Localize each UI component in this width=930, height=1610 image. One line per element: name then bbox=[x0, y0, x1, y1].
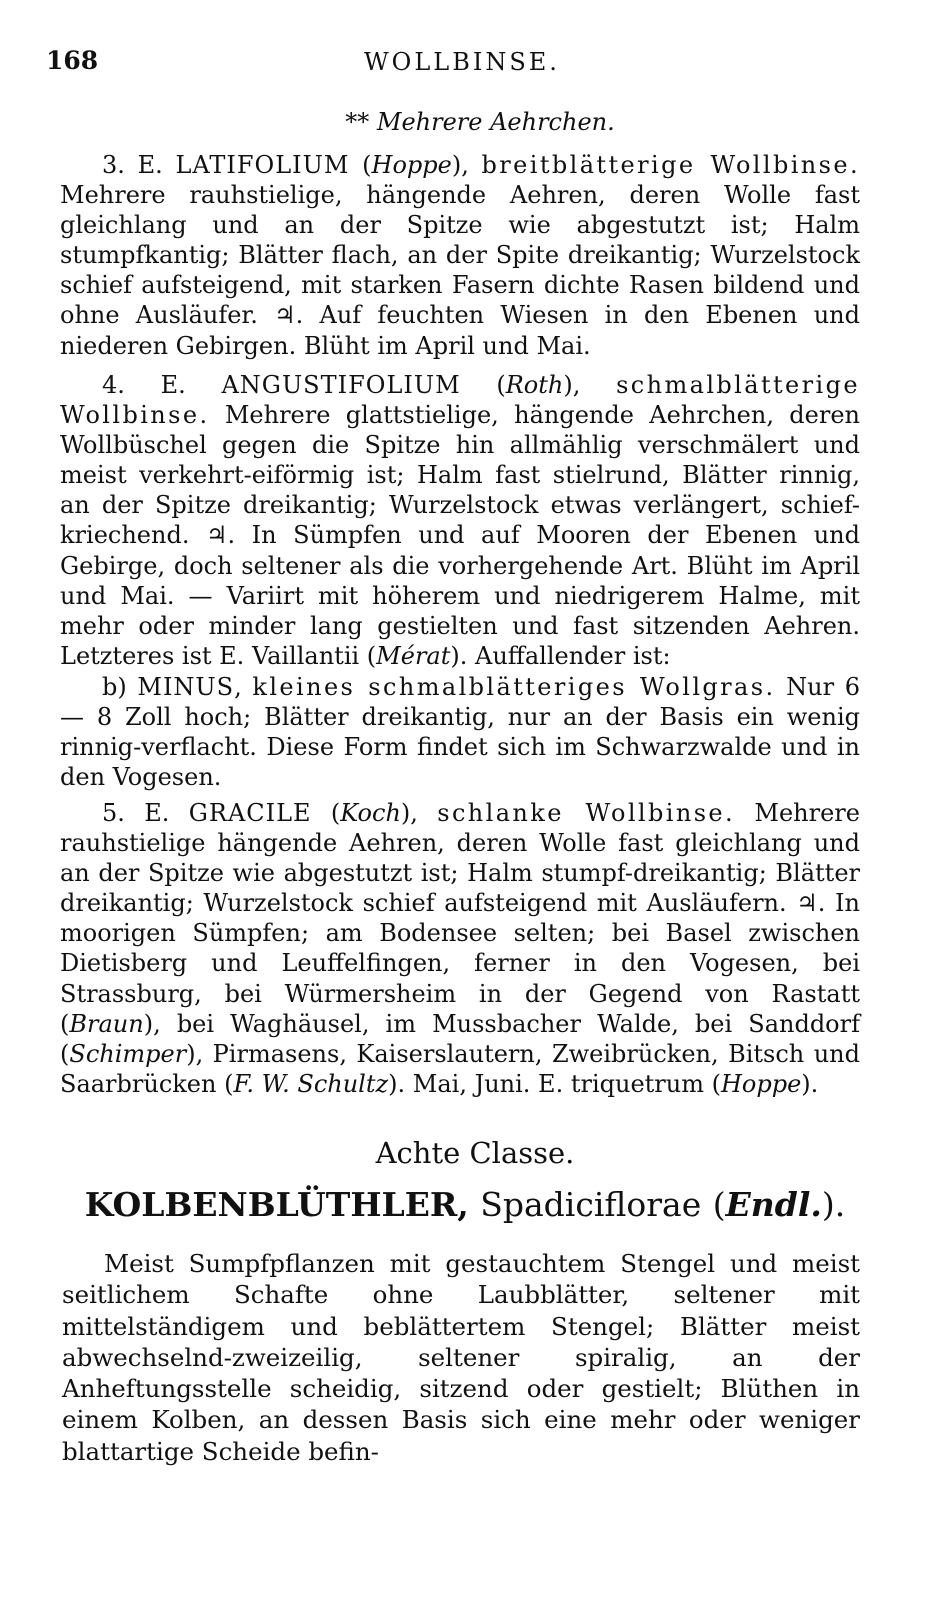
species-authority: Koch bbox=[340, 799, 401, 827]
species-description: Mehrere glattstielige, hängende Aehrchen, deren Wollbüschel gegen die Spitze hin allmählig verschmälert und meist verkehrt-eiförmig ist; Halm fast stielrund, Blätter rinnig, an der Spitze dreikantig; Wurzelstock etwas verlängert, schief-kriechend. ♃. In Sümpfen und auf Mooren der Ebenen und Gebirge, doch seltener als die vorhergehende Art. Blüht im April und Mai. — Variirt mit höherem und niedrigerem Halme, mit mehr oder minder lang gestielten und fast sitzenden Aehren. Letzteres ist E. Vaillantii bbox=[60, 401, 860, 670]
running-head bbox=[46, 46, 860, 80]
variety-epithet: MINUS bbox=[137, 673, 235, 701]
common-name: schmalblätterige Wollbinse. bbox=[60, 371, 860, 430]
collector-reference: Schimper bbox=[69, 1039, 187, 1068]
class-heading: Achte Classe. bbox=[375, 1136, 575, 1170]
class-description-text: Meist Sumpfpflanzen mit gestauchtem Stengel und meist seitlichem Schafte ohne Laubblätter, seltener mit mittelständigem und beblättertem Stengel; Blätter meist abwechselnd-zweizeilig, seltener spiralig, an der Anheftungsstelle scheidig, sitzend oder gestielt; Blüthen in einem Kolben, an dessen Basis sich eine mehr oder weniger blattartige Scheide befin- bbox=[62, 1249, 860, 1466]
common-name: kleines schmalblätteriges Wollgras. bbox=[252, 673, 776, 701]
order-heading: KOLBENBLÜTHLER, Spadiciflorae (Endl.). bbox=[84, 1185, 846, 1224]
species-entry-gracile: 5. E. GRACILE (Koch), schlanke Wollbinse. Mehrere rauhstielige hängende Aehren, deren Wolle fast gleichlang und an der Spitze wie abgestutzt ist; Halm stumpf-dreikantig; Blätter dreikantig; Wurzelstock schief aufsteigend mit Ausläufern. ♃. In moorigen Sümpfen; am Bodensee selten; bei Basel zwischen Dietisberg und Leuffelfingen, ferner in den Vogesen, bei Strassburg, bei Würmersheim in der Gegend von Rastatt (Braun), bei Waghäusel, im Mussbacher Walde, bei Sanddorf (Schimper), Pirmasens, Kaiserslautern, Zweibrücken, Bitsch und Saarbrücken (F. W. Schultz). Mai, Juni. E. triquetrum (Hoppe). bbox=[60, 799, 860, 1098]
order-latin-name: Spadiciflorae bbox=[480, 1185, 702, 1224]
entry-number: b) bbox=[102, 673, 127, 701]
species-description: Mehrere rauhstielige hängende Aehren, deren Wolle fast gleichlang und an der Spitze wie abgestutzt ist; Halm stumpf-dreikantig; Blätter dreikantig; Wurzelstock schief aufsteigend mit Ausläufern. ♃. In moorigen Sümpfen; am Bodensee selten; bei Basel zwischen Dietisberg und Leuffelfingen, ferner in den Vogesen, bei Strassburg, bei Würmersheim in der Gegend von Rastatt bbox=[60, 799, 860, 1008]
species-epithet: ANGUSTIFOLIUM bbox=[221, 371, 461, 399]
section-marker: ** Mehrere Aehrchen. bbox=[345, 108, 615, 136]
collector-reference: Braun bbox=[69, 1009, 144, 1038]
page-number: 168 bbox=[46, 46, 99, 75]
species-authority: Roth bbox=[505, 371, 564, 399]
species-description-end: . Auffallender ist: bbox=[459, 641, 671, 670]
species-description: . Mai, Juni. E. triquetrum bbox=[397, 1069, 704, 1098]
collector-reference: F. W. Schultz bbox=[233, 1069, 389, 1098]
species-description-end: . bbox=[810, 1069, 819, 1098]
species-entry-latifolium: 3. E. LATIFOLIUM (Hoppe), breitblätterige Wollbinse. Mehrere rauhstielige, hängende Aehren, deren Wolle fast gleichlang und an der Spitze wie abgestutzt ist; Halm stumpfkantig; Blätter flach, an der Spite dreikantig; Wurzelstock schief aufsteigend, mit starken Fasern dichte Rasen bildend und ohne Ausläufer. ♃. Auf feuchten Wiesen in den Ebenen und niederen Gebirgen. Blüht im April und Mai. bbox=[60, 151, 861, 360]
variety-entry-minus: b) MINUS, kleines schmalblätteriges Wollgras. Nur 6 — 8 Zoll hoch; Blätter dreikantig, nur an der Basis ein wenig rinnig-verflacht. Diese Form findet sich im Schwarzwalde und in den Vogesen. bbox=[60, 673, 860, 792]
synonym-authority: Mérat bbox=[376, 641, 451, 670]
species-entry-angustifolium: 4. E. ANGUSTIFOLIUM (Roth), schmalblätterige Wollbinse. Mehrere glattstielige, hängende Aehrchen, deren Wollbüschel gegen die Spitze hin allmählig verschmälert und meist verkehrt-eiförmig ist; Halm fast stielrund, Blätter rinnig, an der Spitze dreikantig; Wurzelstock etwas verlängert, schief-kriechend. ♃. In Sümpfen und auf Mooren der Ebenen und Gebirge, doch seltener als die vorhergehende Art. Blüht im April und Mai. — Variirt mit höherem und niedrigerem Halme, mit mehr oder minder lang gestielten und fast sitzenden Aehren. Letzteres ist E. Vaillantii (Mérat). Auffallender ist: bbox=[60, 371, 860, 670]
common-name: schlanke Wollbinse. bbox=[437, 799, 736, 827]
variety-description: Nur 6 — 8 Zoll hoch; Blätter dreikantig, nur an der Basis ein wenig rinnig-verflacht. Diese Form findet sich im Schwarzwalde und in den Vogesen. bbox=[60, 673, 860, 792]
species-epithet: LATIFOLIUM bbox=[175, 151, 350, 179]
entry-number: 5. E. bbox=[102, 799, 170, 827]
class-description bbox=[62, 1248, 860, 1467]
entry-number: 3. E. bbox=[102, 151, 163, 179]
collector-reference: Hoppe bbox=[720, 1069, 802, 1098]
order-authority: Endl. bbox=[725, 1185, 822, 1224]
common-name: breitblätterige Wollbinse. bbox=[481, 151, 861, 179]
species-description: , bei Waghäusel, im Mussbacher Walde, bei Sanddorf bbox=[153, 1009, 860, 1038]
species-description: Mehrere rauhstielige, hängende Aehren, deren Wolle fast gleichlang und an der Spitze wie abgestutzt ist; Halm stumpfkantig; Blätter flach, an der Spite dreikantig; Wurzelstock schief aufsteigend, mit starken Fasern dichte Rasen bildend und ohne Ausläufer. ♃. Auf feuchten Wiesen in den Ebenen und niederen Gebirgen. Blüht im April und Mai. bbox=[60, 181, 860, 360]
running-title: WOLLBINSE. bbox=[364, 48, 560, 76]
species-epithet: GRACILE bbox=[188, 799, 312, 827]
species-authority: Hoppe bbox=[371, 151, 452, 179]
entry-number: 4. E. bbox=[102, 371, 186, 399]
order-name: KOLBENBLÜTHLER, bbox=[84, 1185, 469, 1224]
species-description: , Pirmasens, Kaiserslautern, Zweibrücken, Bitsch und Saarbrücken bbox=[60, 1039, 860, 1098]
